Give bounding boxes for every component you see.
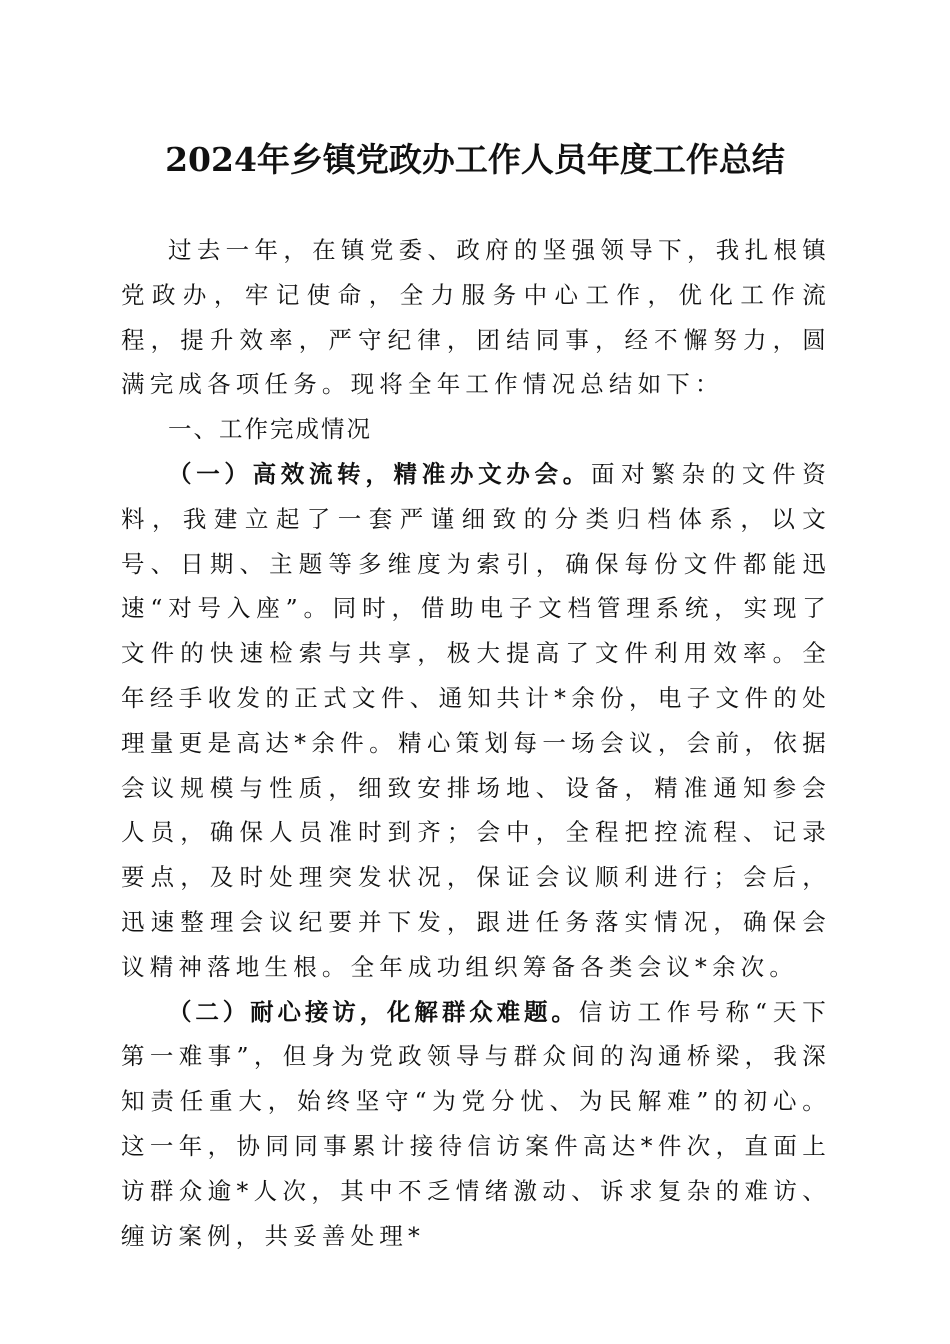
item-paragraph-1 [121,452,831,990]
document-title: 2024年乡镇党政办工作人员年度工作总结 [165,140,785,179]
section-heading: 一、工作完成情况 [168,415,372,444]
intro-paragraph: 过去一年，在镇党委、政府的坚强领导下，我扎根镇党政办，牢记使命，全力服务中心工作，优化工作流程，提升效率，严守纪律，团结同事，经不懈努力，圆满完成各项任务。现将全年工作情况总结如下： [121,236,831,399]
item-lead-1: （一）高效流转，精准办文办会。 [168,459,591,488]
item-lead-2: （二）耐心接访，化解群众难题。 [168,997,579,1026]
item-text-2: 信访工作号称“天下第一难事”，但身为党政领导与群众间的沟通桥梁，我深知责任重大，始终坚守“为党分忧、为民解难”的初心。这一年，协同同事累计接待信访案件高达*件次，直面上访群众逾*人次，其中不乏情绪激动、诉求复杂的难访、缠访案例，共妥善处理* [121,997,831,1250]
document-body [121,228,831,1258]
item-paragraph-2 [121,990,831,1259]
item-text-1: 面对繁杂的文件资料，我建立起了一套严谨细致的分类归档体系，以文号、日期、主题等多维度为索引，确保每份文件都能迅速“对号入座”。同时，借助电子文档管理系统，实现了文件的快速检索与共享，极大提高了文件利用效率。全年经手收发的正式文件、通知共计*余份，电子文件的处理量更是高达*余件。精心策划每一场会议，会前，依据会议规模与性质，细致安排场地、设备，精准通知参会人员，确保人员准时到齐；会中，全程把控流程、记录要点，及时处理突发状况，保证会议顺利进行；会后，迅速整理会议纪要并下发，跟进任务落实情况，确保会议精神落地生根。全年成功组织筹备各类会议*余次。 [121,459,832,981]
